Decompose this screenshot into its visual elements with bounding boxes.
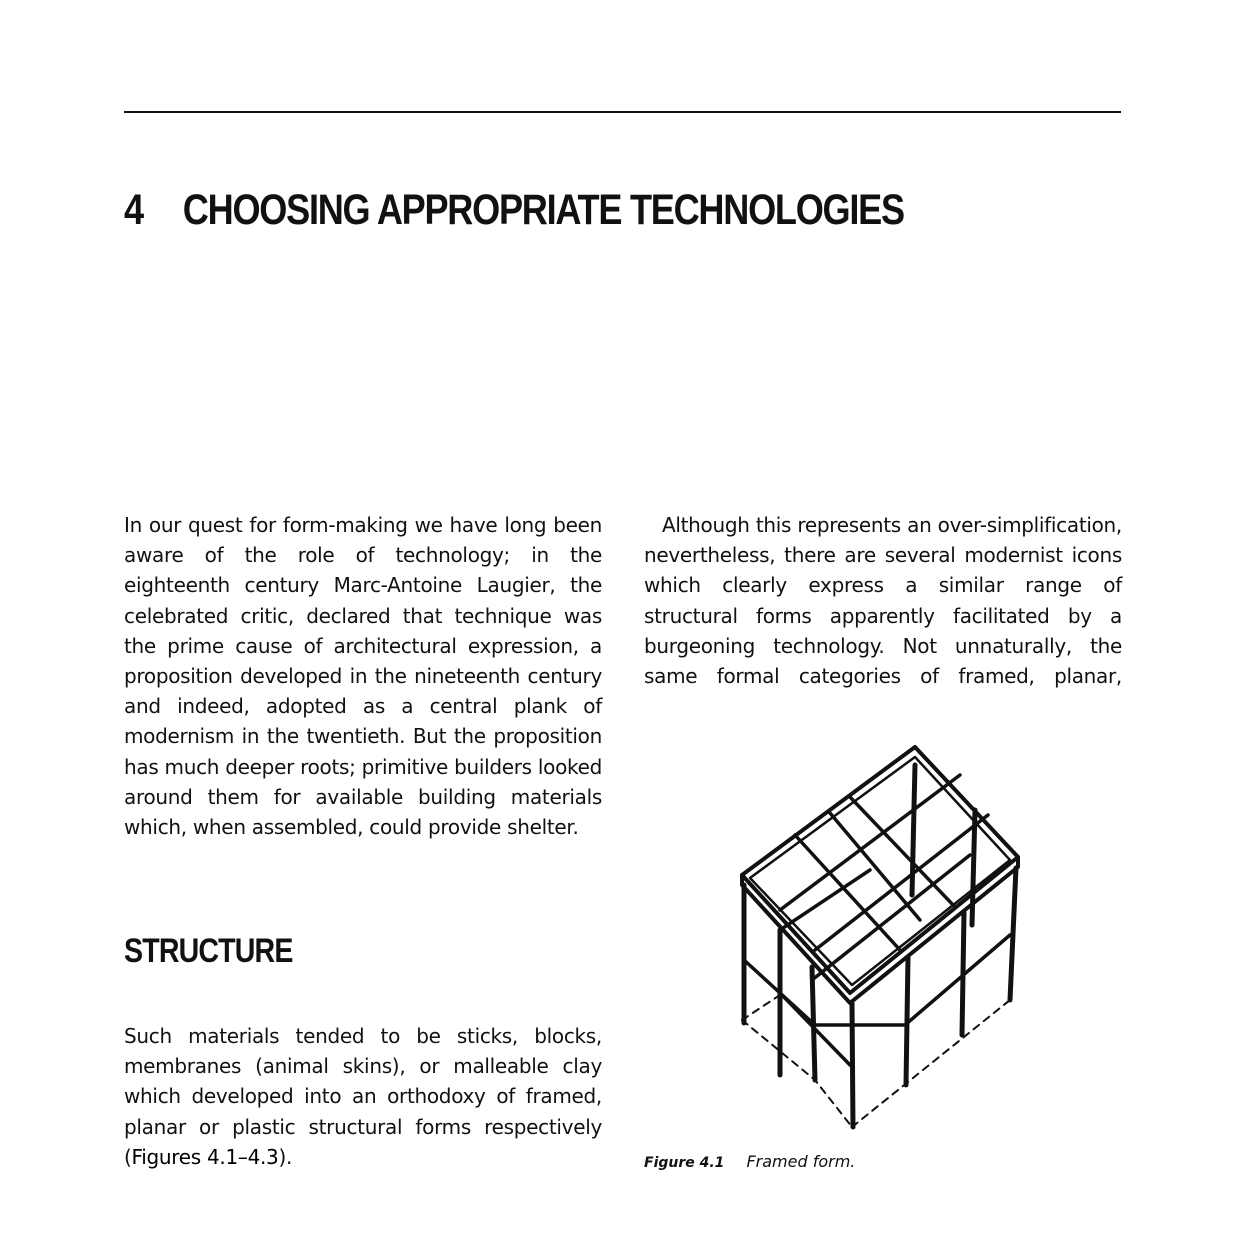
figure-label: Figure 4.1 bbox=[644, 1155, 725, 1171]
structure-paragraph bbox=[124, 1021, 602, 1172]
figure-caption-text: Framed form. bbox=[746, 1152, 856, 1171]
section-heading-structure: STRUCTURE bbox=[124, 932, 293, 970]
structure-paragraph-end: ). bbox=[278, 1144, 293, 1169]
figure-caption bbox=[644, 1150, 855, 1175]
top-rule bbox=[124, 111, 1121, 113]
intro-paragraph: In our quest for form-making we have long been aware of the role of technology; in the eighteenth century Marc-Antoine Laugier, the celebrated critic, declared that technique was the prime cause of architectural expression, a proposition developed in the nineteenth century and indeed, adopted as a central plank of modernism in the twentieth. But the proposition has much deeper roots; primitive builders looked around them for available building materials which, when assembled, could provide shelter. bbox=[124, 513, 602, 840]
chapter-number: 4 bbox=[124, 186, 143, 234]
columns bbox=[744, 765, 1016, 1127]
structure-paragraph-text: Such materials tended to be sticks, blocks, membranes (animal skins), or malleable clay which developed into an orthodoxy of framed, planar or plastic structural forms respectively ( bbox=[124, 1024, 602, 1169]
figure-reference-link[interactable]: Figures 4.1–4.3 bbox=[131, 1144, 279, 1169]
chapter-title bbox=[124, 182, 904, 238]
framed-form-sketch-icon bbox=[720, 735, 1040, 1135]
right-paragraph: Although this represents an over-simplification, nevertheless, there are several modernist icons which clearly express a similar range of structural forms apparently facilitated by a burgeoning technology. Not unnaturally, the same formal categories of framed, planar, bbox=[644, 513, 1122, 689]
figure-4-1 bbox=[720, 735, 1040, 1135]
lower-beams bbox=[744, 855, 1010, 1065]
chapter-title-text: CHOOSING APPROPRIATE TECHNOLOGIES bbox=[182, 186, 904, 234]
